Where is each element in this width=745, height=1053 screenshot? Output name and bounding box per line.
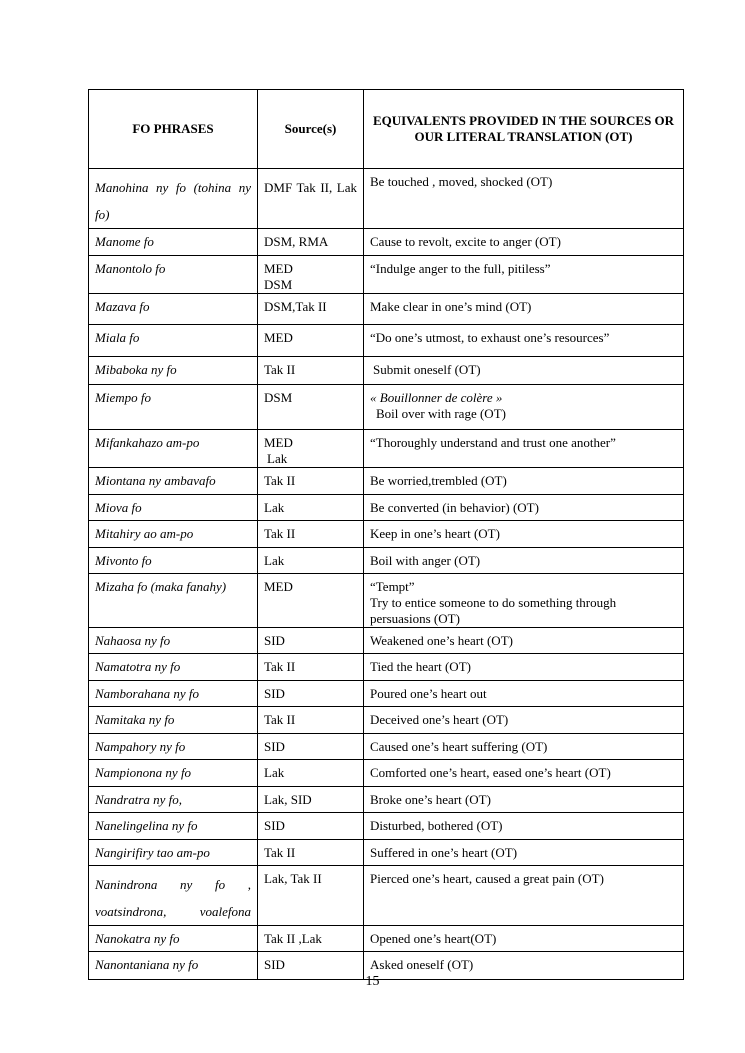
equivalent-cell: Be converted (in behavior) (OT) [364, 495, 684, 521]
source-line: MED [264, 261, 293, 276]
equivalent-cell [364, 574, 684, 628]
phrase-cell: Namborahana ny fo [89, 681, 258, 707]
table-header-row [89, 90, 684, 169]
source-cell [258, 256, 364, 294]
source-cell: SID [258, 952, 364, 980]
table-row [89, 926, 684, 952]
equivalent-cell: “Indulge anger to the full, pitiless” [364, 256, 684, 294]
equivalent-cell: “Thoroughly understand and trust one another” [364, 430, 684, 468]
source-cell: MED [258, 325, 364, 357]
phrase-cell: Nahaosa ny fo [89, 628, 258, 654]
source-cell: Tak II [258, 707, 364, 734]
source-cell: SID [258, 734, 364, 760]
table-row [89, 325, 684, 357]
phrase-cell: Nandratra ny fo, [89, 787, 258, 813]
source-cell: Lak [258, 548, 364, 574]
phrase-cell: Mazava fo [89, 294, 258, 325]
table-row [89, 256, 684, 294]
equivalent-text: Boil over with rage (OT) [376, 406, 506, 421]
equivalent-line: “Tempt” [370, 579, 415, 594]
equivalent-cell [364, 357, 684, 385]
header-equivalents: EQUIVALENTS PROVIDED IN THE SOURCES OR OUR LITERAL TRANSLATION (OT) [364, 90, 684, 169]
equivalent-cell: Poured one’s heart out [364, 681, 684, 707]
source-cell: DSM [258, 385, 364, 430]
phrase-cell: Mifankahazo am-po [89, 430, 258, 468]
phrase-cell: Manome fo [89, 229, 258, 256]
equivalent-cell: Suffered in one’s heart (OT) [364, 840, 684, 866]
table-row [89, 840, 684, 866]
source-cell: SID [258, 681, 364, 707]
equivalent-cell: Weakened one’s heart (OT) [364, 628, 684, 654]
source-cell: Lak, Tak II [258, 866, 364, 926]
equivalent-cell: Asked oneself (OT) [364, 952, 684, 980]
source-cell: DMF Tak II, Lak [258, 169, 364, 229]
phrase-cell: Nampahory ny fo [89, 734, 258, 760]
phrase-cell: Mitahiry ao am-po [89, 521, 258, 548]
source-cell: MED [258, 574, 364, 628]
source-cell: Lak, SID [258, 787, 364, 813]
header-sources: Source(s) [258, 90, 364, 169]
equivalent-cell: Disturbed, bothered (OT) [364, 813, 684, 840]
fo-phrases-table [88, 89, 684, 980]
source-cell: Tak II [258, 468, 364, 495]
equivalent-line: Try to entice someone to do something through persuasions (OT) [370, 595, 617, 626]
phrase-cell: Nanelingelina ny fo [89, 813, 258, 840]
phrase-cell: Mizaha fo (maka fanahy) [89, 574, 258, 628]
source-cell: Lak [258, 495, 364, 521]
equivalent-french: « Bouillonner de colère » [370, 390, 503, 405]
phrase-cell: Miontana ny ambavafo [89, 468, 258, 495]
phrase-cell: Nampionona ny fo [89, 760, 258, 787]
source-cell: Lak [258, 760, 364, 787]
table-row [89, 813, 684, 840]
table-row [89, 760, 684, 787]
source-cell: Tak II [258, 521, 364, 548]
phrase-cell: Mibaboka ny fo [89, 357, 258, 385]
source-cell: Tak II ,Lak [258, 926, 364, 952]
table-row [89, 169, 684, 229]
equivalent-cell: Opened one’s heart(OT) [364, 926, 684, 952]
equivalent-cell: Be worried,trembled (OT) [364, 468, 684, 495]
phrase-cell: Miempo fo [89, 385, 258, 430]
source-cell: Tak II [258, 840, 364, 866]
equivalent-cell: Deceived one’s heart (OT) [364, 707, 684, 734]
phrase-cell: Mivonto fo [89, 548, 258, 574]
table-row [89, 574, 684, 628]
equivalent-text: Submit oneself (OT) [373, 362, 481, 377]
source-line: Lak [267, 451, 288, 466]
phrase-cell: Nanokatra ny fo [89, 926, 258, 952]
equivalent-cell: Boil with anger (OT) [364, 548, 684, 574]
source-cell [258, 430, 364, 468]
table-row [89, 787, 684, 813]
table-row [89, 430, 684, 468]
source-cell: Tak II [258, 357, 364, 385]
equivalent-cell: Caused one’s heart suffering (OT) [364, 734, 684, 760]
source-cell: DSM, RMA [258, 229, 364, 256]
table-row [89, 681, 684, 707]
header-fo-phrases: FO PHRASES [89, 90, 258, 169]
source-line: MED [264, 435, 293, 450]
phrase-cell: Nanontaniana ny fo [89, 952, 258, 980]
equivalent-cell: Keep in one’s heart (OT) [364, 521, 684, 548]
table-row [89, 734, 684, 760]
phrase-cell: Nangirifiry tao am-po [89, 840, 258, 866]
equivalent-cell: Tied the heart (OT) [364, 654, 684, 681]
equivalent-cell: Be touched , moved, shocked (OT) [364, 169, 684, 229]
phrase-cell: Miova fo [89, 495, 258, 521]
source-cell: DSM,Tak II [258, 294, 364, 325]
phrase-cell: Namitaka ny fo [89, 707, 258, 734]
phrase-cell: Nanindrona ny fo , voatsindrona, voalefona [89, 866, 258, 926]
page-number: 15 [365, 974, 380, 989]
equivalent-cell: Comforted one’s heart, eased one’s heart (OT) [364, 760, 684, 787]
source-line: DSM [264, 277, 293, 292]
table-row [89, 229, 684, 256]
table-row [89, 385, 684, 430]
equivalent-cell: Make clear in one’s mind (OT) [364, 294, 684, 325]
table-row [89, 654, 684, 681]
equivalent-cell [364, 385, 684, 430]
equivalent-cell: Pierced one’s heart, caused a great pain (OT) [364, 866, 684, 926]
table-row [89, 468, 684, 495]
source-cell: Tak II [258, 654, 364, 681]
table-row [89, 357, 684, 385]
phrase-cell: Miala fo [89, 325, 258, 357]
equivalent-cell: Broke one’s heart (OT) [364, 787, 684, 813]
table-row [89, 707, 684, 734]
table-row [89, 521, 684, 548]
table-row [89, 548, 684, 574]
table-row [89, 495, 684, 521]
equivalent-cell: “Do one’s utmost, to exhaust one’s resources” [364, 325, 684, 357]
phrase-cell: Namatotra ny fo [89, 654, 258, 681]
phrase-cell: Manontolo fo [89, 256, 258, 294]
source-cell: SID [258, 813, 364, 840]
table-row [89, 294, 684, 325]
equivalent-cell: Cause to revolt, excite to anger (OT) [364, 229, 684, 256]
table-row [89, 628, 684, 654]
source-cell: SID [258, 628, 364, 654]
phrase-cell: Manohina ny fo (tohina ny fo) [89, 169, 258, 229]
table-row [89, 866, 684, 926]
